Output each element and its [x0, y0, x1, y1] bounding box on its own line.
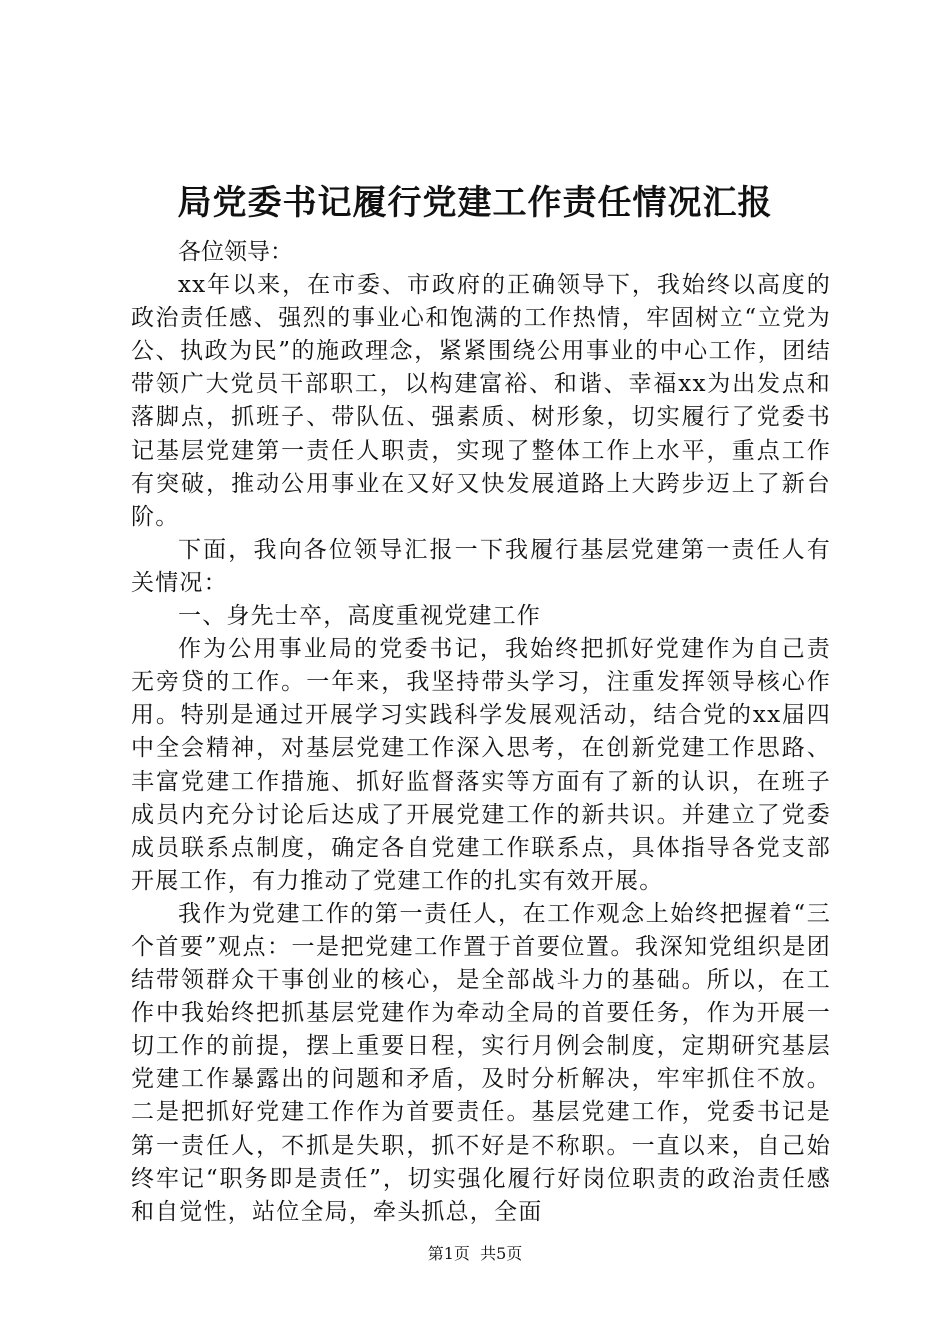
page-footer [0, 1244, 950, 1264]
salutation: 各位领导： [178, 239, 293, 265]
section-heading-1: 一、身先士卒，高度重视党建工作 [178, 603, 541, 630]
paragraph-report-lead: 下面，我向各位领导汇报一下我履行基层党建第一责任人有关情况： [131, 536, 831, 596]
paragraph-section-1-b: 我作为党建工作的第一责任人，在工作观念上始终把握着“三个首要”观点：一是把党建工作置于首要位置。我深知党组织是团结带领群众干事创业的核心，是全部战斗力的基础。所以，在工作中我始终把抓基层党建作为牵动全局的首要任务，作为开展一切工作的前提，摆上重要日程，实行月例会制度，定期研究基层党建工作暴露出的问题和矛盾，及时分析解决，牢牢抓住不放。二是把抓好党建工作作为首要责任。基层党建工作，党委书记是第一责任人，不抓是失职，抓不好是不称职。一直以来，自己始终牢记“职务即是责任”，切实强化履行好岗位职责的政治责任感和自觉性，站位全局，牵头抓总，全面 [131, 900, 831, 1225]
paragraph-intro: xx年以来，在市委、市政府的正确领导下，我始终以高度的政治责任感、强烈的事业心和饱满的工作热情，牢固树立“立党为公、执政为民”的施政理念，紧紧围绕公用事业的中心工作，团结带领广大党员干部职工，以构建富裕、和谐、幸福xx为出发点和落脚点，抓班子、带队伍、强素质、树形象，切实履行了党委书记基层党建第一责任人职责，实现了整体工作上水平，重点工作有突破，推动公用事业在又好又快发展道路上大跨步迈上了新台阶。 [131, 272, 831, 530]
page-total: 共5页 [480, 1244, 523, 1263]
page-number: 第1页 [427, 1244, 470, 1263]
document-body [131, 236, 831, 1229]
document-title: 局党委书记履行党建工作责任情况汇报 [177, 183, 773, 223]
paragraph-section-1-a: 作为公用事业局的党委书记，我始终把抓好党建作为自己责无旁贷的工作。一年来，我坚持带头学习，注重发挥领导核心作用。特别是通过开展学习实践科学发展观活动，结合党的xx届四中全会精神，对基层党建工作深入思考，在创新党建工作思路、丰富党建工作措施、抓好监督落实等方面有了新的认识，在班子成员内充分讨论后达成了开展党建工作的新共识。并建立了党委成员联系点制度，确定各自党建工作联系点，具体指导各党支部开展工作，有力推动了党建工作的扎实有效开展。 [131, 636, 831, 894]
